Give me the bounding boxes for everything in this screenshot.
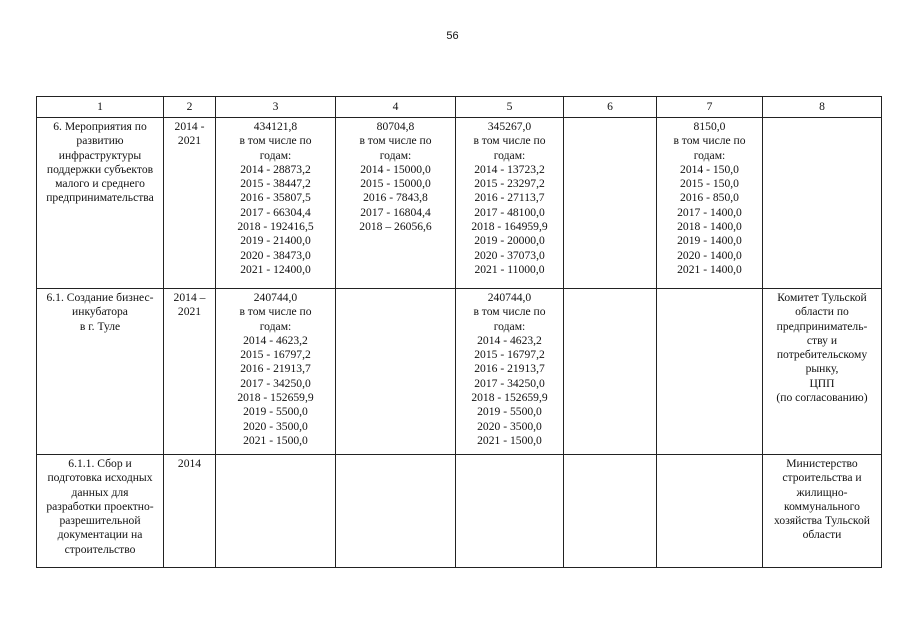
cell-line: 2015 - 38447,2 (240, 177, 311, 191)
cell-line: рынку, (805, 362, 839, 376)
cell-line: 2018 - 152659,9 (237, 391, 314, 405)
cell-line: 2021 (177, 134, 202, 148)
responsible-cell (763, 118, 882, 289)
total-funding-cell (216, 118, 336, 289)
cell-line: жилищно- (796, 485, 848, 499)
cell-line: документации на (57, 528, 143, 542)
funding-col7-cell (657, 289, 763, 455)
cell-line: 2020 - 37073,0 (474, 248, 545, 262)
header-cell: 4 (336, 97, 456, 118)
cell-line: 2018 - 1400,0 (677, 220, 742, 234)
cell-line: 2021 - 1400,0 (677, 262, 742, 276)
cell-line: 2019 - 5500,0 (243, 405, 308, 419)
cell-line: 2019 - 1400,0 (677, 234, 742, 248)
cell-line: 2018 - 164959,9 (471, 220, 548, 234)
funding-col6-cell (564, 455, 657, 568)
cell-line: Министерство (786, 457, 858, 470)
funding-col6-cell (564, 289, 657, 455)
cell-line: строительства и (782, 471, 862, 485)
cell-line: 2016 - 21913,7 (474, 362, 545, 376)
cell-line: разрешительной (59, 514, 141, 528)
header-cell: 1 (37, 97, 164, 118)
cell-line: инфраструктуры (58, 148, 142, 162)
cell-line: годам: (693, 148, 726, 162)
cell-line: (по согласованию) (776, 391, 868, 405)
total-funding-cell (216, 289, 336, 455)
period-cell (164, 455, 216, 568)
cell-line: 6.1. Создание бизнес- (46, 291, 154, 304)
header-cell: 7 (657, 97, 763, 118)
cell-line: данных для (71, 485, 129, 499)
cell-line: потребительскому (776, 348, 868, 362)
table-row (37, 455, 882, 568)
responsible-cell (763, 455, 882, 568)
cell-line: 2020 - 3500,0 (243, 419, 308, 433)
cell-line: 2016 - 35807,5 (240, 191, 311, 205)
period-cell (164, 118, 216, 289)
cell-line: 6.1.1. Сбор и (68, 457, 132, 470)
cell-line: 240744,0 (487, 291, 532, 304)
cell-line: 2018 - 152659,9 (471, 391, 548, 405)
cell-line: 2016 - 7843,8 (363, 191, 428, 205)
cell-line: годам: (259, 148, 292, 162)
cell-line: 80704,8 (376, 120, 415, 133)
cell-line: 2021 (177, 305, 202, 319)
cell-line: годам: (379, 148, 412, 162)
funding-col7-cell (657, 118, 763, 289)
cell-line: 2014 – (173, 291, 206, 304)
funding-col4-cell (336, 289, 456, 455)
header-cell: 3 (216, 97, 336, 118)
cell-line: 2017 - 66304,4 (240, 205, 311, 219)
table-row (37, 118, 882, 289)
responsible-cell (763, 289, 882, 455)
cell-line: в г. Туле (79, 319, 121, 333)
cell-line: 2014 - 13723,2 (474, 162, 545, 176)
cell-line: 2018 – 26056,6 (359, 220, 432, 234)
cell-line: 2018 - 192416,5 (237, 220, 314, 234)
cell-line: малого и среднего (55, 177, 145, 191)
funding-col4-cell (336, 455, 456, 568)
total-funding-cell (216, 455, 336, 568)
funding-col5-cell (456, 289, 564, 455)
cell-line: Комитет Тульской (777, 291, 867, 304)
cell-line: 2017 - 48100,0 (474, 205, 545, 219)
cell-line: 2014 - (174, 120, 205, 133)
header-row (37, 97, 882, 118)
cell-line: 2021 - 1500,0 (243, 433, 308, 447)
cell-line: подготовка исходных (47, 471, 153, 485)
cell-line: 2017 - 34250,0 (240, 376, 311, 390)
cell-line: 2015 - 16797,2 (240, 348, 311, 362)
measure-name-cell (37, 118, 164, 289)
cell-line: хозяйства Тульской (774, 514, 870, 528)
program-table (36, 96, 882, 568)
cell-line: предприниматель- (776, 319, 868, 333)
table-row (37, 289, 882, 455)
cell-line: 2014 (177, 457, 202, 470)
cell-line: ЦПП (809, 376, 835, 390)
cell-line: в том числе по (473, 134, 546, 148)
cell-line: в том числе по (239, 134, 312, 148)
measure-name-cell (37, 289, 164, 455)
cell-line: 2017 - 34250,0 (474, 376, 545, 390)
cell-line: 8150,0 (693, 120, 726, 133)
cell-line: области (802, 528, 842, 542)
funding-col4-cell (336, 118, 456, 289)
page-number: 56 (446, 30, 459, 42)
funding-col5-cell (456, 118, 564, 289)
cell-line: 345267,0 (487, 120, 532, 133)
cell-line: развитию (76, 134, 124, 148)
cell-line: в том числе по (673, 134, 746, 148)
cell-line: 2019 - 20000,0 (474, 234, 545, 248)
period-cell (164, 289, 216, 455)
funding-col6-cell (564, 118, 657, 289)
cell-line: 2021 - 1500,0 (477, 433, 542, 447)
cell-line: в том числе по (359, 134, 432, 148)
cell-line: коммунального (784, 499, 860, 513)
cell-line: в том числе по (473, 305, 546, 319)
cell-line: годам: (493, 319, 526, 333)
cell-line: ству и (806, 333, 838, 347)
cell-line: 2015 - 150,0 (680, 177, 739, 191)
funding-col5-cell (456, 455, 564, 568)
cell-line: строительство (64, 542, 136, 556)
cell-line: 2014 - 28873,2 (240, 162, 311, 176)
cell-line: 2019 - 21400,0 (240, 234, 311, 248)
cell-line: 2020 - 3500,0 (477, 419, 542, 433)
cell-line: 2015 - 15000,0 (360, 177, 431, 191)
cell-line: 2016 - 27113,7 (474, 191, 545, 205)
cell-line: 2017 - 16804,4 (360, 205, 431, 219)
cell-line: поддержки субъектов (46, 162, 154, 176)
cell-line: 2015 - 16797,2 (474, 348, 545, 362)
cell-line: предпринимательства (46, 191, 154, 205)
cell-line: 2016 - 21913,7 (240, 362, 311, 376)
header-cell: 8 (763, 97, 882, 118)
cell-line: инкубатора (72, 305, 128, 319)
cell-line: 6. Мероприятия по (53, 120, 147, 133)
header-cell: 6 (564, 97, 657, 118)
cell-line: 2014 - 4623,2 (477, 333, 542, 347)
cell-line: области по (795, 305, 849, 319)
cell-line: 2015 - 23297,2 (474, 177, 545, 191)
cell-line: в том числе по (239, 305, 312, 319)
cell-line: 2020 - 38473,0 (240, 248, 311, 262)
cell-line: 2014 - 15000,0 (360, 162, 431, 176)
cell-line: 2014 - 150,0 (680, 162, 739, 176)
cell-line: 240744,0 (253, 291, 298, 304)
cell-line: 2016 - 850,0 (680, 191, 739, 205)
cell-line: годам: (259, 319, 292, 333)
cell-line: 2020 - 1400,0 (677, 248, 742, 262)
cell-line: 2021 - 11000,0 (474, 262, 545, 276)
cell-line: 434121,8 (253, 120, 298, 133)
cell-line: 2021 - 12400,0 (240, 262, 311, 276)
cell-line: разработки проектно- (46, 499, 154, 513)
cell-line: 2019 - 5500,0 (477, 405, 542, 419)
measure-name-cell (37, 455, 164, 568)
funding-col7-cell (657, 455, 763, 568)
cell-line: годам: (493, 148, 526, 162)
header-cell: 5 (456, 97, 564, 118)
header-cell: 2 (164, 97, 216, 118)
cell-line: 2014 - 4623,2 (243, 333, 308, 347)
cell-line: 2017 - 1400,0 (677, 205, 742, 219)
